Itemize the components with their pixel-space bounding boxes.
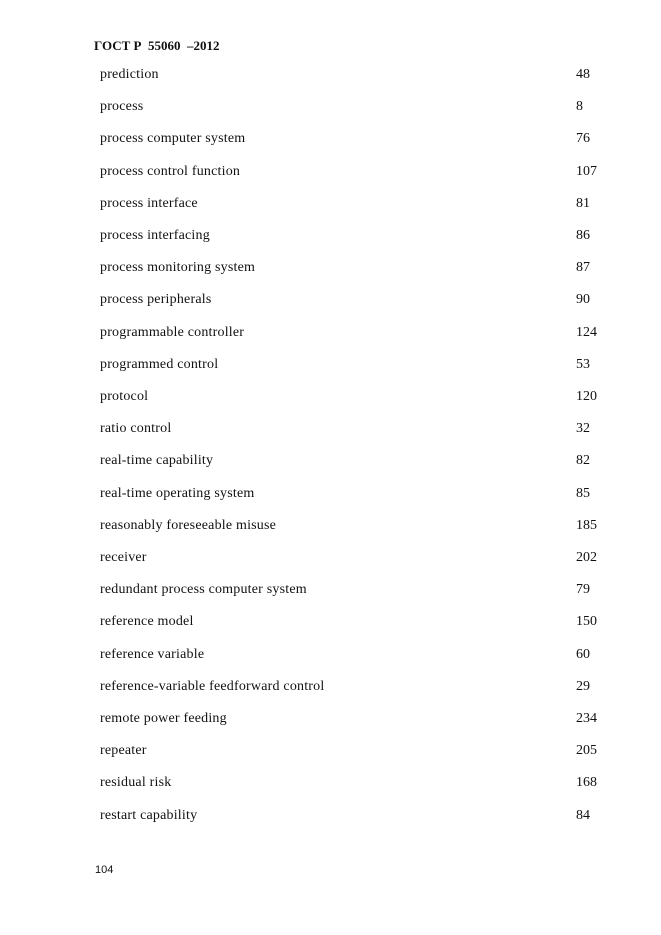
index-term: programmable controller [100,324,245,340]
index-entry [0,808,661,830]
index-page-reference: 48 [576,67,590,82]
index-entry [0,743,661,765]
index-term: process monitoring system [100,260,256,276]
index-term: redundant process computer system [100,582,307,598]
index-entry [0,550,661,572]
index-page-reference: 234 [576,711,597,726]
index-term: process [100,99,144,115]
index-page-reference: 90 [576,292,590,308]
index-page-reference: 79 [576,582,590,598]
index-page-reference: 82 [576,453,590,469]
index-term: real-time capability [100,453,214,469]
index-entry [0,453,661,475]
index-entry [0,679,661,701]
index-term: programmed control [100,356,219,372]
index-entry [0,67,661,89]
index-term: process computer system [100,131,246,147]
index-entry [0,582,661,604]
index-entry [0,260,661,282]
index-term: reference model [100,614,194,630]
index-term: remote power feeding [100,711,227,726]
index-page-reference: 120 [576,389,597,404]
index-entry [0,775,661,797]
index-entry [0,421,661,443]
index-page-reference: 81 [576,195,590,211]
index-entry [0,196,661,218]
index-term: residual risk [100,775,172,791]
index-term: repeater [100,743,147,759]
index-entry [0,614,661,636]
index-entry [0,99,661,121]
index-entry [0,228,661,250]
index-page-reference: 205 [576,743,597,759]
index-term: reference variable [100,646,205,662]
index-page-reference: 32 [576,421,590,437]
index-term: prediction [100,67,159,82]
index-page-reference: 107 [576,163,597,179]
index-page-reference: 150 [576,614,597,630]
index-entry [0,131,661,153]
index-page-reference: 76 [576,131,590,147]
index-page-reference: 29 [576,678,590,694]
index-page-reference: 185 [576,517,597,533]
index-page-reference: 168 [576,775,597,791]
index-page-reference: 60 [576,646,590,662]
index-term: process control function [100,163,241,179]
index-entry [0,164,661,186]
index-term: reasonably foreseeable misuse [100,517,277,533]
index-term: process interface [100,195,198,211]
page-number: 104 [95,864,114,876]
index-term: reference-variable feedforward control [100,678,325,694]
index-entry [0,486,661,508]
index-page-reference: 86 [576,228,590,243]
index-entry [0,711,661,733]
index-page-reference: 202 [576,550,597,565]
index-page-reference: 85 [576,485,590,501]
index-term: real-time operating system [100,485,255,501]
index-page-reference: 8 [576,99,583,115]
index-term: ratio control [100,421,172,437]
index-term: receiver [100,550,147,565]
index-entry [0,389,661,411]
index-page-reference: 124 [576,324,597,340]
index-term: restart capability [100,807,198,823]
index-entry [0,357,661,379]
index-term: process peripherals [100,292,212,308]
index-entry [0,518,661,540]
index-entry [0,325,661,347]
document-header: ГОСТ Р 55060 –2012 [94,38,220,53]
index-entry [0,292,661,314]
index-page-reference: 84 [576,807,590,823]
index-term: process interfacing [100,228,210,243]
index-term: protocol [100,389,149,404]
index-entry [0,647,661,669]
index-page-reference: 87 [576,260,590,276]
index-page-reference: 53 [576,356,590,372]
